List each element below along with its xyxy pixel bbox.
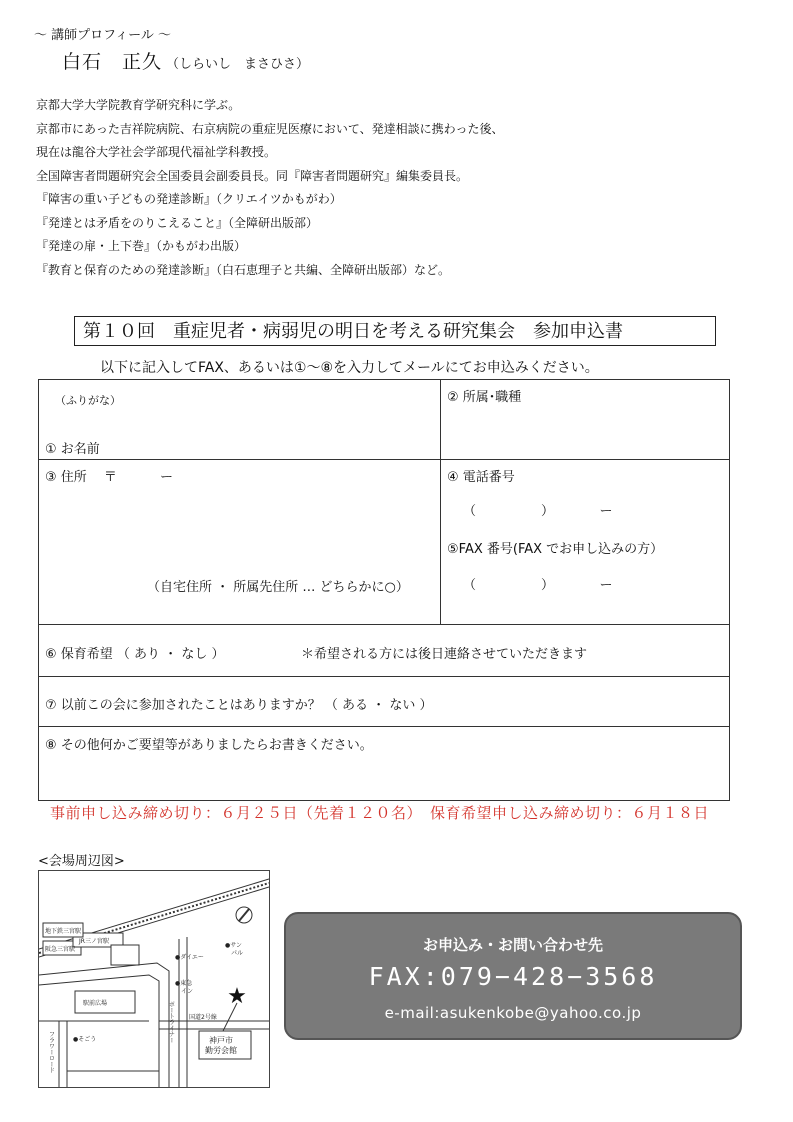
map-label-tokyu: ●東急 (175, 980, 193, 987)
bio-line: 現在は龍谷大学社会学部現代福祉学科教授。 (36, 145, 277, 159)
map-label-route2: 国道2号線 (189, 1014, 217, 1021)
form-instruction: 以下に記入してFAX、あるいは①～⑧を入力してメールにてお申込みください。 (100, 360, 599, 376)
phone-format: （ ） ー (463, 504, 613, 519)
bio-line: 『教育と保育のための発達診断』（白石恵理子と共編、全障研出版部）など。 (36, 262, 451, 277)
contact-box (284, 912, 742, 1040)
bio-line: 『障害の重い子どもの発達診断』（クリエイツかもがわ） (36, 192, 342, 206)
form-row-divider (39, 459, 729, 460)
form-row-divider (39, 676, 729, 677)
map-label-flower: フラワーロード (47, 1031, 55, 1073)
childcare-question[interactable]: ⑥ 保育希望 （ あり ・ なし ） (45, 647, 225, 662)
map-label-daiei: ●ダイエー (175, 954, 204, 961)
childcare-note: ＊希望される方には後日連絡させていただきます (301, 647, 588, 662)
instructor-bio (36, 94, 504, 282)
address-note: （自宅住所 ・ 所属先住所 … どちらかに○） (147, 580, 409, 595)
contact-title: お申込み・お問い合わせ先 (422, 936, 603, 954)
contact-email[interactable]: e-mail:asukenkobe@yahoo.co.jp (384, 1004, 642, 1022)
venue-map (38, 870, 270, 1088)
profile-heading: ～ 講師プロフィール ～ (34, 28, 171, 43)
name-label[interactable]: ① お名前 (45, 442, 100, 457)
application-form (38, 379, 730, 801)
form-title: 第１０回 重症児者・病弱児の明日を考える研究集会 参加申込書 (74, 316, 716, 346)
map-label-jr: JR三ノ宮駅 (79, 938, 109, 945)
instructor-name (62, 47, 309, 74)
instructor-name-text: 白石 正久 (62, 51, 163, 73)
map-label-hankyu: 阪急三宮駅 (45, 946, 76, 953)
bio-line: 京都市にあった吉祥院病院、右京病院の重症児医療において、発達相談に携わった後、 (36, 121, 504, 136)
map-label-sanpal: ●サン (225, 942, 242, 949)
map-label-venue-2: 勤労会館 (205, 1046, 237, 1055)
contact-fax: FAX:079−428−3568 (368, 962, 658, 991)
instructor-name-reading: （しらいし まさひさ） (166, 57, 310, 72)
map-label-tokyu-2: イン (181, 988, 194, 995)
deadline-notice: 事前申し込み締め切り：６月２５日（先着１２０名） 保育希望申し込み締め切り：６月１８日 (50, 804, 710, 822)
fax-format: （ ） ー (463, 578, 613, 593)
form-row-divider (39, 726, 729, 727)
affiliation-label[interactable]: ② 所属･職種 (447, 390, 522, 405)
roads (39, 937, 269, 1087)
map-drawing (39, 871, 269, 1087)
fax-label[interactable]: ⑤FAX 番号(FAX でお申し込みの方） (447, 542, 664, 557)
map-label-subway: 地下鉄三宮駅 (45, 928, 82, 935)
bio-line: 京都大学大学院教育学研究科に学ぶ。 (36, 98, 241, 112)
bio-line: 『発達の扉・上下巻』（かもがわ出版） (36, 239, 247, 253)
venue-star-icon: ★ (227, 984, 247, 1009)
form-column-divider (440, 380, 441, 624)
form-row-divider (39, 624, 729, 625)
map-label-portliner: ポートライナー (167, 1001, 175, 1043)
map-label: <会場周辺図> (38, 854, 125, 869)
previous-participation-question[interactable]: ⑦ 以前この会に参加されたことはありますか？ （ ある ・ ない ） (45, 698, 433, 713)
requests-label[interactable]: ⑧ その他何かご要望等がありましたらお書きください。 (45, 738, 373, 753)
phone-label[interactable]: ④ 電話番号 (447, 470, 515, 485)
bio-line: 『発達とは矛盾をのりこえること』（全障研出版部） (36, 215, 319, 230)
map-label-sanpal-2: パル (231, 950, 244, 957)
map-label-venue: 神戸市 (209, 1036, 233, 1045)
map-label-plaza: 駅前広場 (83, 1000, 108, 1007)
furigana-label: （ふりがな） (55, 394, 121, 407)
address-label[interactable]: ③ 住所 〒 ー (45, 470, 174, 485)
bio-line: 全国障害者問題研究会全国委員会副委員長。同『障害者問題研究』編集委員長。 (36, 168, 469, 183)
station-building (111, 945, 139, 965)
map-label-sogo: ●そごう (73, 1036, 97, 1043)
